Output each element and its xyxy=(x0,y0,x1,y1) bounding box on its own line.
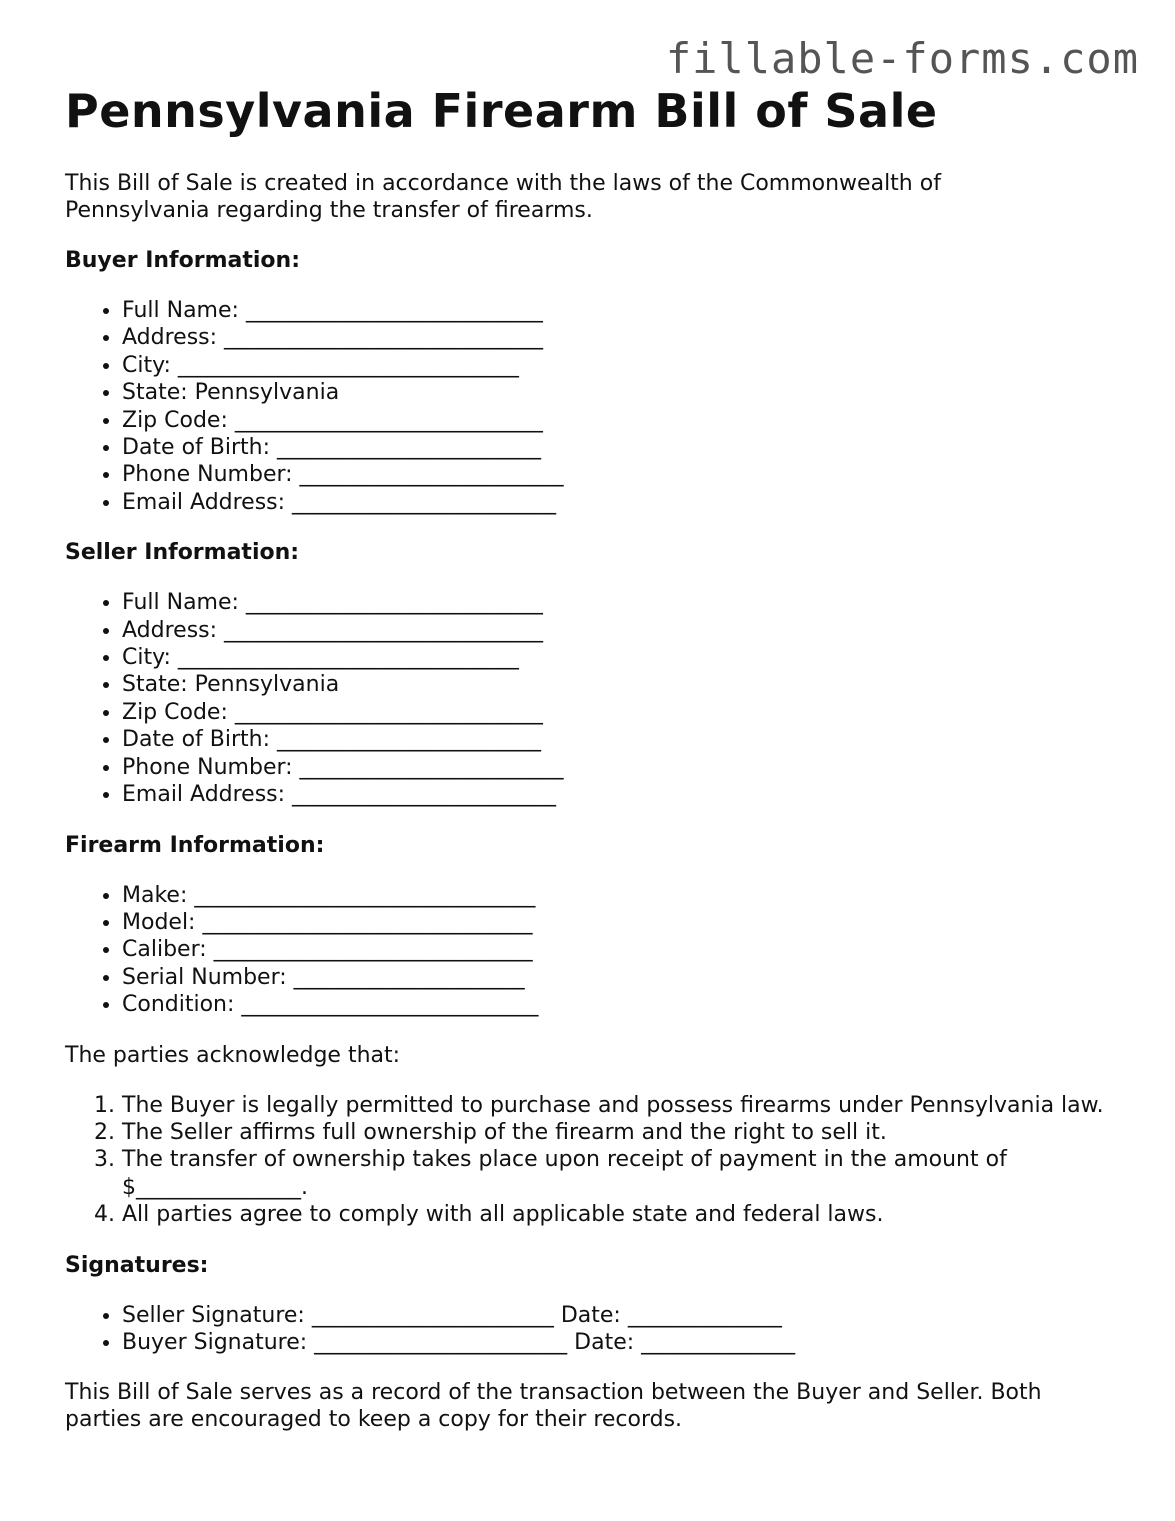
buyer-city: • City: _______________________________ xyxy=(122,352,1125,379)
buyer-signature-line: • Buyer Signature: _______________________ Date: ______________ xyxy=(122,1329,1125,1356)
page-title: Pennsylvania Firearm Bill of Sale xyxy=(65,84,938,138)
firearm-info-list xyxy=(65,882,1125,1019)
firearm-make: • Make: _______________________________ xyxy=(122,882,1125,909)
acknowledgement-item: 4. All parties agree to comply with all applicable state and federal laws. xyxy=(122,1201,1125,1228)
firearm-caliber: • Caliber: _____________________________ xyxy=(122,936,1125,963)
firearm-condition: • Condition: ___________________________ xyxy=(122,991,1125,1018)
firearm-serial-number: • Serial Number: _____________________ xyxy=(122,964,1125,991)
seller-address: • Address: _____________________________ xyxy=(122,617,1125,644)
firearm-section-heading: Firearm Information: xyxy=(65,832,325,858)
buyer-full-name: • Full Name: ___________________________ xyxy=(122,297,1125,324)
acknowledgement-item: 1. The Buyer is legally permitted to purchase and possess firearms under Pennsylvania law. xyxy=(122,1092,1125,1119)
seller-signature-line: • Seller Signature: ______________________ Date: ______________ xyxy=(122,1302,1125,1329)
acknowledgement-item: 3. The transfer of ownership takes place upon receipt of payment in the amount of $_______________. xyxy=(122,1146,1125,1201)
firearm-model: • Model: ______________________________ xyxy=(122,909,1125,936)
seller-phone-number: • Phone Number: ________________________ xyxy=(122,754,1125,781)
intro-paragraph: This Bill of Sale is created in accordance with the laws of the Commonwealth of Pennsylvania regarding the transfer of firearms. xyxy=(65,171,941,223)
seller-section-heading: Seller Information: xyxy=(65,540,300,566)
buyer-date-of-birth: • Date of Birth: ________________________ xyxy=(122,434,1125,461)
buyer-email-address: • Email Address: ________________________ xyxy=(122,489,1125,516)
buyer-phone-number: • Phone Number: ________________________ xyxy=(122,461,1125,488)
seller-info-list xyxy=(65,589,1125,808)
buyer-section-heading: Buyer Information: xyxy=(65,248,300,273)
seller-full-name: • Full Name: ___________________________ xyxy=(122,589,1125,616)
acknowledgement-item: 2. The Seller affirms full ownership of the firearm and the right to sell it. xyxy=(122,1119,1125,1146)
buyer-address: • Address: _____________________________ xyxy=(122,324,1125,351)
seller-city: • City: _______________________________ xyxy=(122,644,1125,671)
document-body xyxy=(65,84,1125,1433)
watermark: fillable-forms.com xyxy=(665,34,1139,83)
buyer-state: • State: Pennsylvania xyxy=(122,379,1125,406)
signatures-list xyxy=(65,1302,1125,1357)
seller-date-of-birth: • Date of Birth: ________________________ xyxy=(122,726,1125,753)
seller-zip-code: • Zip Code: ____________________________ xyxy=(122,699,1125,726)
buyer-zip-code: • Zip Code: ____________________________ xyxy=(122,407,1125,434)
seller-email-address: • Email Address: ________________________ xyxy=(122,781,1125,808)
seller-state: • State: Pennsylvania xyxy=(122,671,1125,698)
buyer-info-list xyxy=(65,297,1125,516)
signatures-section-heading: Signatures: xyxy=(65,1252,209,1278)
acknowledge-intro: The parties acknowledge that: xyxy=(65,1042,401,1068)
acknowledgement-list xyxy=(65,1092,1125,1229)
closing-paragraph: This Bill of Sale serves as a record of the transaction between the Buyer and Seller. Both parties are encouraged to keep a copy for their records. xyxy=(65,1380,1042,1433)
